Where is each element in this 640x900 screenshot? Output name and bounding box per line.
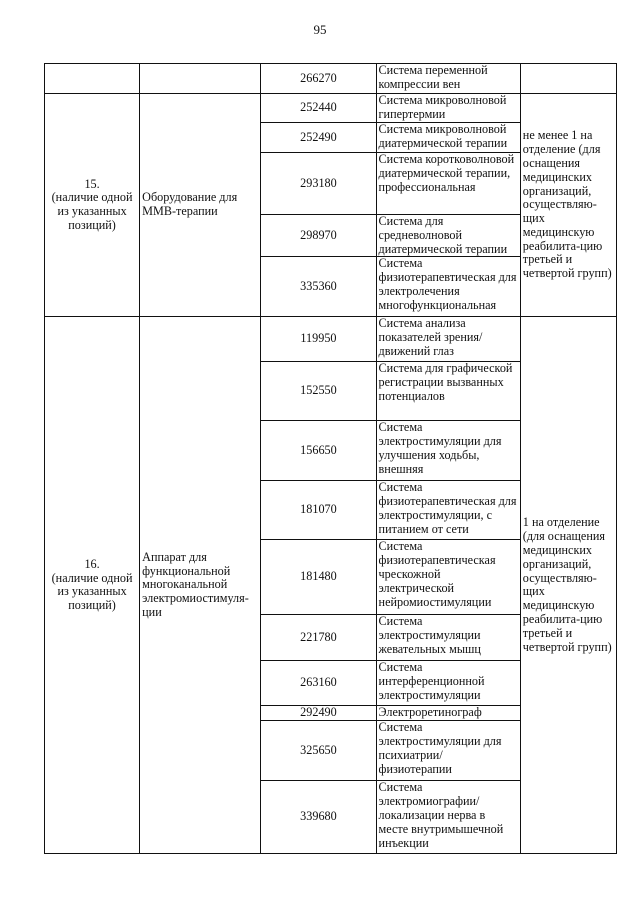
position-cell [45,64,140,94]
code-cell: 252490 [261,123,376,153]
code-cell: 293180 [261,153,376,215]
quantity-cell-16: 1 на отделение (для оснащения медицинских организаций, осуществляю-щих медицинскую реабилита-цию третьей и четвертой групп) [520,317,616,854]
quantity-cell-15: не менее 1 на отделение (для оснащения медицинских организаций, осуществляю-щих медицинскую реабилита-цию третьей и четвертой групп) [520,94,616,317]
code-cell: 152550 [261,362,376,421]
description-cell: Система физиотерапевтическая для электростимуляции, с питанием от сети [376,481,520,540]
position-cell-16: 16. (наличие одной из указанных позиций) [45,317,140,854]
description-cell: Система анализа показателей зрения/движений глаз [376,317,520,362]
description-cell: Система электростимуляции для улучшения ходьбы, внешняя [376,421,520,481]
description-cell: Система электростимуляции жевательных мышц [376,615,520,661]
table-row [45,64,617,94]
equipment-name-cell-15: Оборудование для ММВ-терапии [140,94,261,317]
page-number: 95 [313,22,327,37]
code-cell: 181070 [261,481,376,540]
code-cell: 325650 [261,721,376,781]
description-cell: Система физиотерапевтическая для электролечения многофункциональная [376,257,520,317]
table-row [45,94,617,123]
code-cell: 335360 [261,257,376,317]
description-cell: Система электромиографии/ локализации нерва в месте внутримышечной инъекции [376,781,520,854]
description-cell: Система физиотерапевтическая чрескожной электрической нейромиостимуляции [376,540,520,615]
code-cell: 298970 [261,215,376,257]
table-row [45,317,617,362]
description-cell: Система микроволновой гипертермии [376,94,520,123]
description-cell: Система электростимуляции для психиатрии/ физиотерапии [376,721,520,781]
code-cell: 292490 [261,706,376,721]
description-cell: Система микроволновой диатермической терапии [376,123,520,153]
quantity-cell [520,64,616,94]
code-cell: 156650 [261,421,376,481]
equipment-table [44,63,617,854]
equipment-name-cell-16: Аппарат для функциональной многоканальной электромиостимуля-ции [140,317,261,854]
code-cell: 339680 [261,781,376,854]
code-cell: 181480 [261,540,376,615]
description-cell: Электроретинограф [376,706,520,721]
description-cell: Система интерференционной электростимуляции [376,661,520,706]
description-cell: Система коротковолновой диатермической терапии, профессиональная [376,153,520,215]
code-cell: 266270 [261,64,376,94]
equipment-name-cell [140,64,261,94]
description-cell: Система для графической регистрации вызванных потенциалов [376,362,520,421]
position-cell-15: 15. (наличие одной из указанных позиций) [45,94,140,317]
description-cell: Система для средневолновой диатермической терапии [376,215,520,257]
code-cell: 221780 [261,615,376,661]
code-cell: 119950 [261,317,376,362]
code-cell: 263160 [261,661,376,706]
code-cell: 252440 [261,94,376,123]
description-cell: Система переменной компрессии вен [376,64,520,94]
